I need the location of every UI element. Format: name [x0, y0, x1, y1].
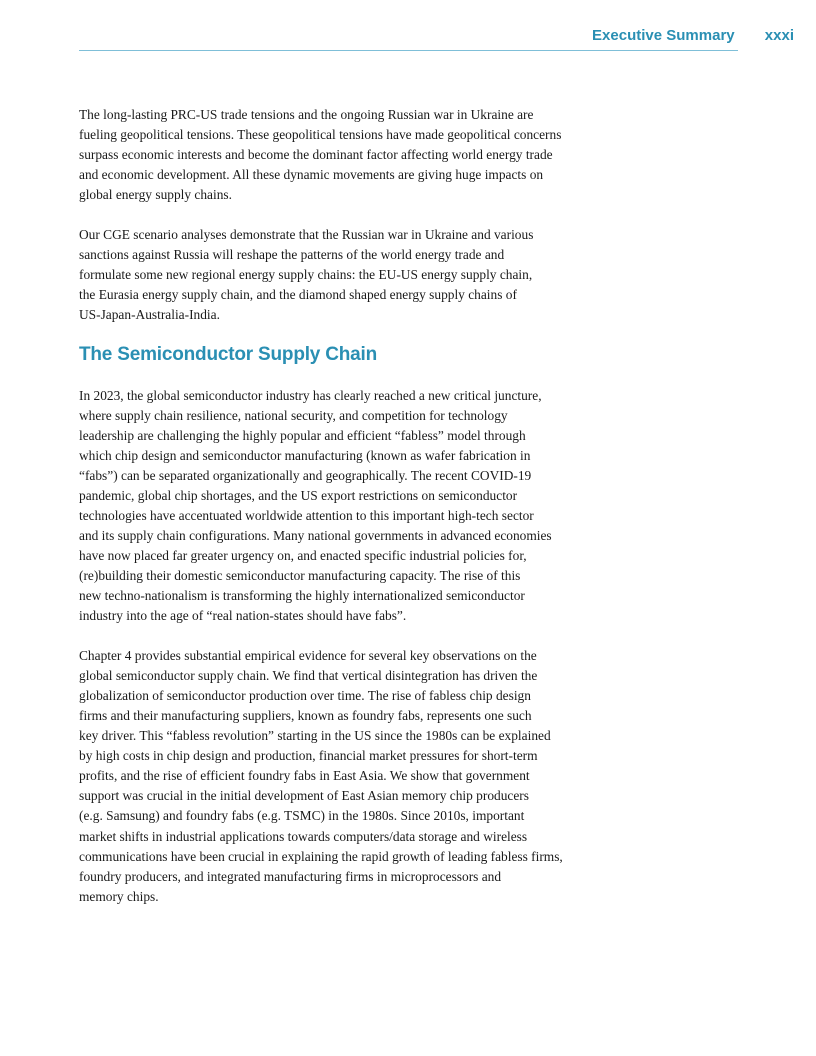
text-line: the Eurasia energy supply chain, and the diamond shaped energy supply chains of [79, 287, 517, 303]
page-body [79, 105, 619, 927]
text-line: formulate some new regional energy supply chains: the EU-US energy supply chain, [79, 267, 533, 283]
text-line: surpass economic interests and become the dominant factor affecting world energy trade [79, 147, 553, 163]
running-header [592, 27, 794, 44]
text-line: In 2023, the global semiconductor industry has clearly reached a new critical juncture, [79, 387, 542, 403]
text-line: and its supply chain configurations. Many national governments in advanced economies [79, 527, 552, 543]
paragraph-chapter4-evidence [79, 646, 619, 907]
paragraph-energy-tensions [79, 105, 619, 205]
text-line: The long-lasting PRC-US trade tensions and the ongoing Russian war in Ukraine are [79, 107, 534, 122]
text-line: where supply chain resilience, national security, and competition for technology [79, 407, 508, 423]
text-line: memory chips. [79, 888, 159, 904]
text-line: technologies have accentuated worldwide attention to this important high-tech sector [79, 507, 534, 523]
section-heading: The Semiconductor Supply Chain [79, 344, 378, 366]
text-line: global energy supply chains. [79, 187, 232, 203]
running-header-section: Executive Summary [592, 27, 735, 44]
text-line: support was crucial in the initial development of East Asian memory chip producers [79, 788, 529, 804]
text-line: industry into the age of “real nation-states should have fabs”. [79, 608, 407, 624]
text-line: leadership are challenging the highly popular and efficient “fabless” model through [79, 427, 526, 443]
text-line: Chapter 4 provides substantial empirical evidence for several key observations on the [79, 648, 537, 664]
paragraph-cge-scenarios [79, 225, 619, 325]
text-line: market shifts in industrial applications towards computers/data storage and wireless [79, 828, 528, 844]
text-line: (re)building their domestic semiconductor manufacturing capacity. The rise of this [79, 567, 521, 583]
text-line: “fabs”) can be separated organizationally and geographically. The recent COVID-19 [79, 467, 532, 483]
text-line: profits, and the rise of efficient foundry fabs in East Asia. We show that government [79, 768, 530, 784]
text-line: Our CGE scenario analyses demonstrate that the Russian war in Ukraine and various [79, 227, 534, 243]
text-line: have now placed far greater urgency on, and enacted specific industrial policies for, [79, 547, 527, 563]
text-line: which chip design and semiconductor manufacturing (known as wafer fabrication in [79, 447, 531, 463]
text-line: by high costs in chip design and production, financial market pressures for short-term [79, 748, 538, 764]
paragraph-semiconductor-juncture [79, 386, 619, 627]
page-number: xxxi [764, 27, 794, 44]
text-line: fueling geopolitical tensions. These geopolitical tensions have made geopolitical concerns [79, 127, 562, 143]
text-line: communications have been crucial in explaining the rapid growth of leading fabless firms, [79, 848, 563, 864]
text-line: and economic development. All these dynamic movements are giving huge impacts on [79, 167, 544, 183]
text-line: firms and their manufacturing suppliers, known as foundry fabs, represents one such [79, 708, 532, 724]
text-line: US-Japan-Australia-India. [79, 307, 220, 323]
text-line: globalization of semiconductor production over time. The rise of fabless chip design [79, 688, 531, 704]
text-line: key driver. This “fabless revolution” starting in the US since the 1980s can be explained [79, 728, 551, 744]
text-line: sanctions against Russia will reshape the patterns of the world energy trade and [79, 247, 505, 263]
header-rule [79, 50, 738, 51]
text-line: pandemic, global chip shortages, and the US export restrictions on semiconductor [79, 487, 518, 503]
text-line: new techno-nationalism is transforming the highly internationalized semiconductor [79, 587, 525, 603]
text-line: foundry producers, and integrated manufacturing firms in microprocessors and [79, 868, 502, 884]
text-line: (e.g. Samsung) and foundry fabs (e.g. TSMC) in the 1980s. Since 2010s, important [79, 808, 525, 824]
text-line: global semiconductor supply chain. We find that vertical disintegration has driven the [79, 668, 538, 684]
